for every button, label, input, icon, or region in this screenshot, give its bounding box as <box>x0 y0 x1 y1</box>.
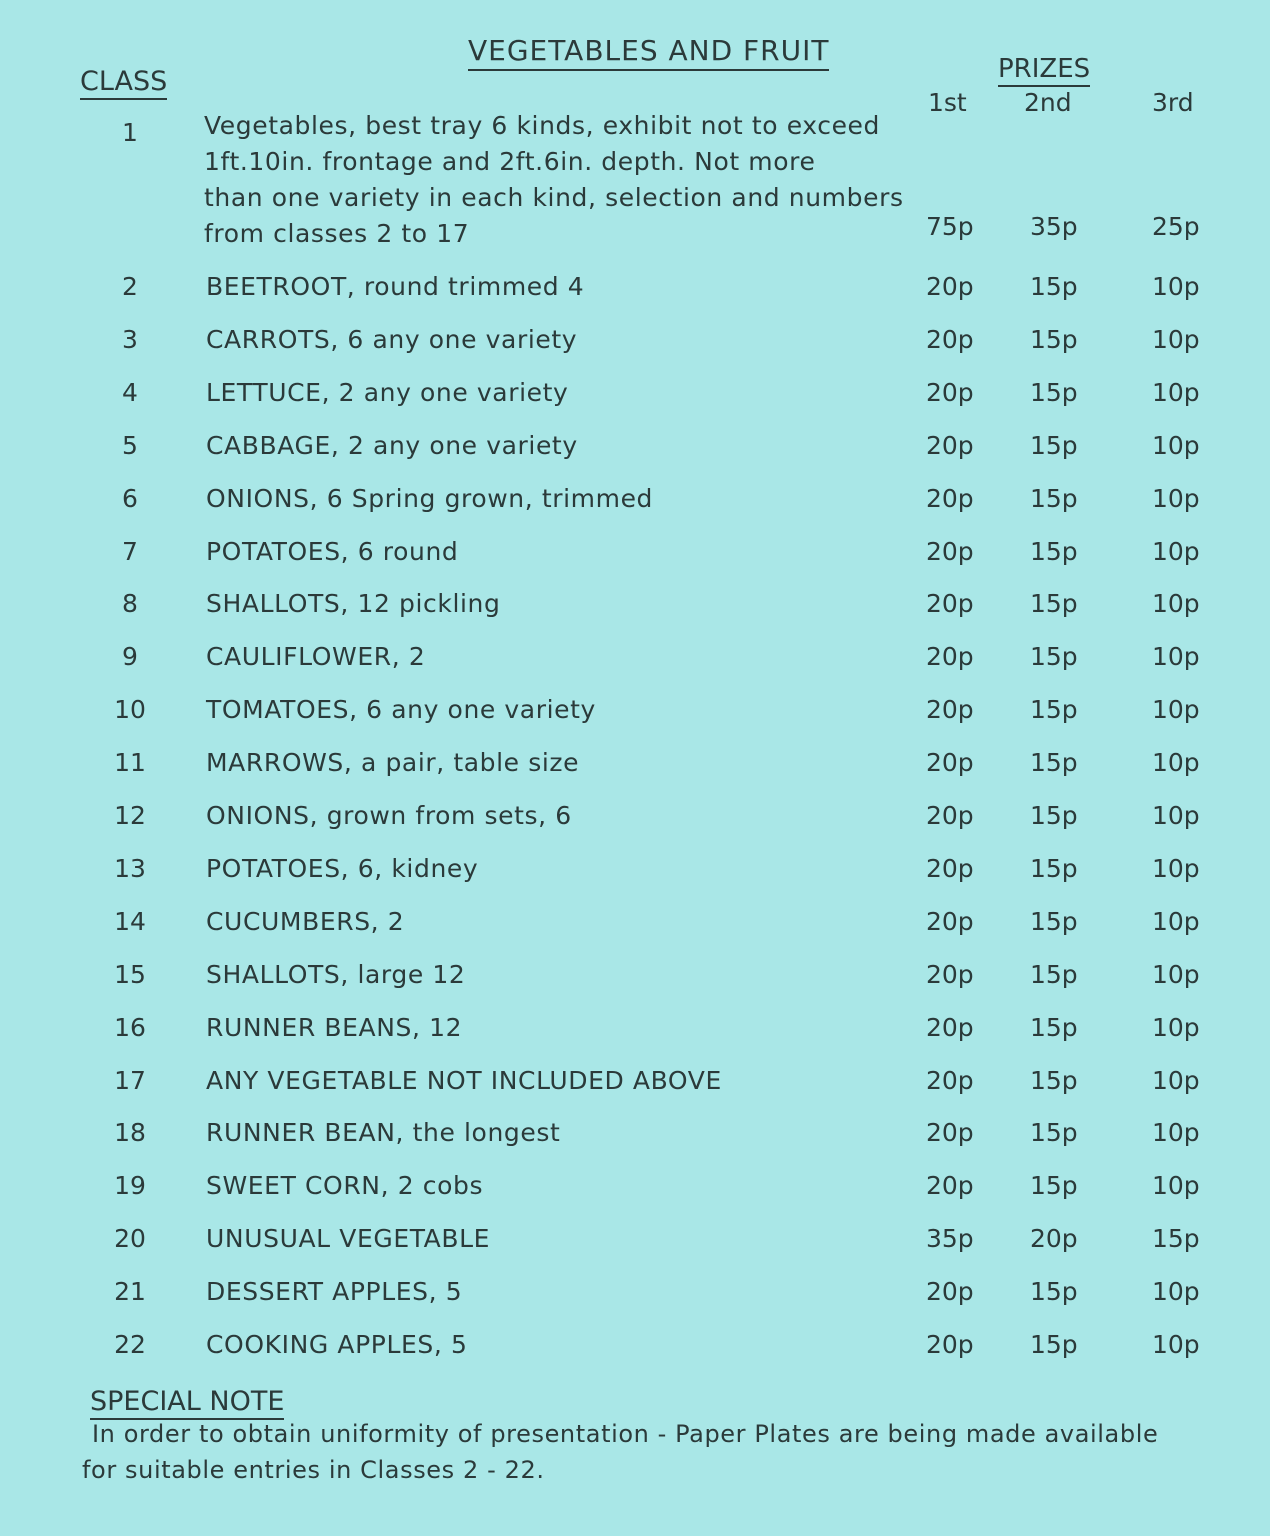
second-prize-value: 15p <box>1030 1277 1078 1306</box>
class-number: 7 <box>122 537 138 566</box>
first-prize-value: 20p <box>926 1066 974 1095</box>
third-prize-value: 10p <box>1152 748 1200 777</box>
third-prize-value: 10p <box>1152 272 1200 301</box>
special-note-line: In order to obtain uniformity of presentation - Paper Plates are being made available <box>92 1420 1159 1448</box>
third-prize-value: 10p <box>1152 1118 1200 1147</box>
class-description: CUCUMBERS, 2 <box>206 907 405 936</box>
first-prize-value: 20p <box>926 854 974 883</box>
class-number: 2 <box>122 272 138 301</box>
third-prize-value: 10p <box>1152 325 1200 354</box>
second-prize-value: 35p <box>1030 212 1078 241</box>
class-number: 16 <box>114 1013 146 1042</box>
first-prize-value: 20p <box>926 537 974 566</box>
table-row <box>0 1224 1270 1264</box>
first-prize-value: 20p <box>926 748 974 777</box>
third-prize-value: 10p <box>1152 1277 1200 1306</box>
class-number: 18 <box>114 1118 146 1147</box>
class-number: 12 <box>114 801 146 830</box>
first-prize-heading: 1st <box>928 88 967 117</box>
table-row <box>0 642 1270 682</box>
class-number: 11 <box>114 748 146 777</box>
third-prize-value: 15p <box>1152 1224 1200 1253</box>
class-description-line: than one variety in each kind, selection and numbers <box>204 183 904 212</box>
class-number: 15 <box>114 960 146 989</box>
third-prize-value: 10p <box>1152 695 1200 724</box>
class-number: 13 <box>114 854 146 883</box>
table-row <box>0 1277 1270 1317</box>
second-prize-value: 15p <box>1030 642 1078 671</box>
class-number: 5 <box>122 431 138 460</box>
class-description <box>204 108 924 252</box>
second-prize-value: 15p <box>1030 589 1078 618</box>
second-prize-value: 15p <box>1030 960 1078 989</box>
third-prize-value: 10p <box>1152 1171 1200 1200</box>
first-prize-value: 20p <box>926 378 974 407</box>
prizes-column-heading: PRIZES <box>998 54 1090 87</box>
class-number: 20 <box>114 1224 146 1253</box>
class-number: 17 <box>114 1066 146 1095</box>
second-prize-value: 15p <box>1030 325 1078 354</box>
third-prize-value: 10p <box>1152 589 1200 618</box>
first-prize-value: 75p <box>926 212 974 241</box>
third-prize-value: 10p <box>1152 960 1200 989</box>
first-prize-value: 20p <box>926 1118 974 1147</box>
first-prize-value: 20p <box>926 272 974 301</box>
second-prize-value: 15p <box>1030 1118 1078 1147</box>
table-row <box>0 801 1270 841</box>
table-row <box>0 1066 1270 1106</box>
class-description: COOKING APPLES, 5 <box>206 1330 468 1359</box>
class-description-line: 1ft.10in. frontage and 2ft.6in. depth. Not more <box>204 147 816 176</box>
second-prize-value: 15p <box>1030 537 1078 566</box>
class-number: 21 <box>114 1277 146 1306</box>
class-number: 6 <box>122 484 138 513</box>
class-description-line: Vegetables, best tray 6 kinds, exhibit not to exceed <box>204 111 880 140</box>
class-number: 10 <box>114 695 146 724</box>
second-prize-value: 15p <box>1030 854 1078 883</box>
second-prize-value: 15p <box>1030 1330 1078 1359</box>
class-number: 14 <box>114 907 146 936</box>
second-prize-value: 15p <box>1030 1066 1078 1095</box>
first-prize-value: 35p <box>926 1224 974 1253</box>
first-prize-value: 20p <box>926 801 974 830</box>
class-number: 19 <box>114 1171 146 1200</box>
third-prize-value: 10p <box>1152 907 1200 936</box>
third-prize-value: 10p <box>1152 642 1200 671</box>
class-description: SHALLOTS, large 12 <box>206 960 466 989</box>
first-prize-value: 20p <box>926 1277 974 1306</box>
second-prize-value: 15p <box>1030 695 1078 724</box>
table-row <box>0 431 1270 471</box>
third-prize-value: 10p <box>1152 431 1200 460</box>
class-column-heading: CLASS <box>80 66 167 100</box>
first-prize-value: 20p <box>926 484 974 513</box>
table-row <box>0 695 1270 735</box>
table-row <box>0 325 1270 365</box>
class-description: TOMATOES, 6 any one variety <box>206 695 596 724</box>
first-prize-value: 20p <box>926 1171 974 1200</box>
class-number: 3 <box>122 325 138 354</box>
third-prize-value: 10p <box>1152 1330 1200 1359</box>
class-description-line: from classes 2 to 17 <box>204 219 470 248</box>
third-prize-value: 10p <box>1152 1066 1200 1095</box>
table-row <box>0 748 1270 788</box>
class-description: CAULIFLOWER, 2 <box>206 642 426 671</box>
first-prize-value: 20p <box>926 325 974 354</box>
class-description: POTATOES, 6, kidney <box>206 854 479 883</box>
third-prize-value: 25p <box>1152 212 1200 241</box>
special-note-line: for suitable entries in Classes 2 - 22. <box>82 1456 545 1484</box>
second-prize-value: 15p <box>1030 272 1078 301</box>
class-description: CABBAGE, 2 any one variety <box>206 431 578 460</box>
table-row <box>0 272 1270 312</box>
table-row <box>0 854 1270 894</box>
page-title: VEGETABLES AND FRUIT <box>468 34 829 71</box>
third-prize-heading: 3rd <box>1152 88 1194 117</box>
second-prize-value: 15p <box>1030 484 1078 513</box>
first-prize-value: 20p <box>926 589 974 618</box>
third-prize-value: 10p <box>1152 854 1200 883</box>
second-prize-value: 15p <box>1030 378 1078 407</box>
first-prize-value: 20p <box>926 1013 974 1042</box>
second-prize-value: 15p <box>1030 907 1078 936</box>
class-description: ONIONS, 6 Spring grown, trimmed <box>206 484 654 513</box>
table-row <box>0 537 1270 577</box>
table-row <box>0 484 1270 524</box>
class-description: UNUSUAL VEGETABLE <box>206 1224 491 1253</box>
class-description: LETTUCE, 2 any one variety <box>206 378 569 407</box>
special-note-heading: SPECIAL NOTE <box>90 1386 284 1420</box>
second-prize-value: 15p <box>1030 431 1078 460</box>
third-prize-value: 10p <box>1152 484 1200 513</box>
second-prize-value: 15p <box>1030 801 1078 830</box>
second-prize-value: 15p <box>1030 1013 1078 1042</box>
first-prize-value: 20p <box>926 642 974 671</box>
first-prize-value: 20p <box>926 431 974 460</box>
class-description: RUNNER BEAN, the longest <box>206 1118 561 1147</box>
table-row <box>0 589 1270 629</box>
class-description: SWEET CORN, 2 cobs <box>206 1171 484 1200</box>
second-prize-value: 15p <box>1030 748 1078 777</box>
table-row <box>0 1013 1270 1053</box>
second-prize-value: 20p <box>1030 1224 1078 1253</box>
third-prize-value: 10p <box>1152 378 1200 407</box>
class-description: ONIONS, grown from sets, 6 <box>206 801 572 830</box>
second-prize-heading: 2nd <box>1024 88 1072 117</box>
table-row <box>0 960 1270 1000</box>
class-description: POTATOES, 6 round <box>206 537 459 566</box>
table-row <box>0 907 1270 947</box>
class-description: BEETROOT, round trimmed 4 <box>206 272 585 301</box>
class-description: RUNNER BEANS, 12 <box>206 1013 463 1042</box>
first-prize-value: 20p <box>926 1330 974 1359</box>
second-prize-value: 15p <box>1030 1171 1078 1200</box>
third-prize-value: 10p <box>1152 537 1200 566</box>
first-prize-value: 20p <box>926 907 974 936</box>
third-prize-value: 10p <box>1152 801 1200 830</box>
class-number: 1 <box>122 118 138 147</box>
table-row <box>0 1171 1270 1211</box>
class-number: 9 <box>122 642 138 671</box>
first-prize-value: 20p <box>926 960 974 989</box>
class-number: 8 <box>122 589 138 618</box>
table-row <box>0 1118 1270 1158</box>
class-description: MARROWS, a pair, table size <box>206 748 580 777</box>
class-description: CARROTS, 6 any one variety <box>206 325 578 354</box>
class-number: 4 <box>122 378 138 407</box>
table-row <box>0 378 1270 418</box>
class-description: DESSERT APPLES, 5 <box>206 1277 463 1306</box>
class-description: ANY VEGETABLE NOT INCLUDED ABOVE <box>206 1066 722 1095</box>
third-prize-value: 10p <box>1152 1013 1200 1042</box>
table-row <box>0 1330 1270 1370</box>
first-prize-value: 20p <box>926 695 974 724</box>
class-description: SHALLOTS, 12 pickling <box>206 589 501 618</box>
class-number: 22 <box>114 1330 146 1359</box>
special-note-text <box>82 1416 1222 1488</box>
